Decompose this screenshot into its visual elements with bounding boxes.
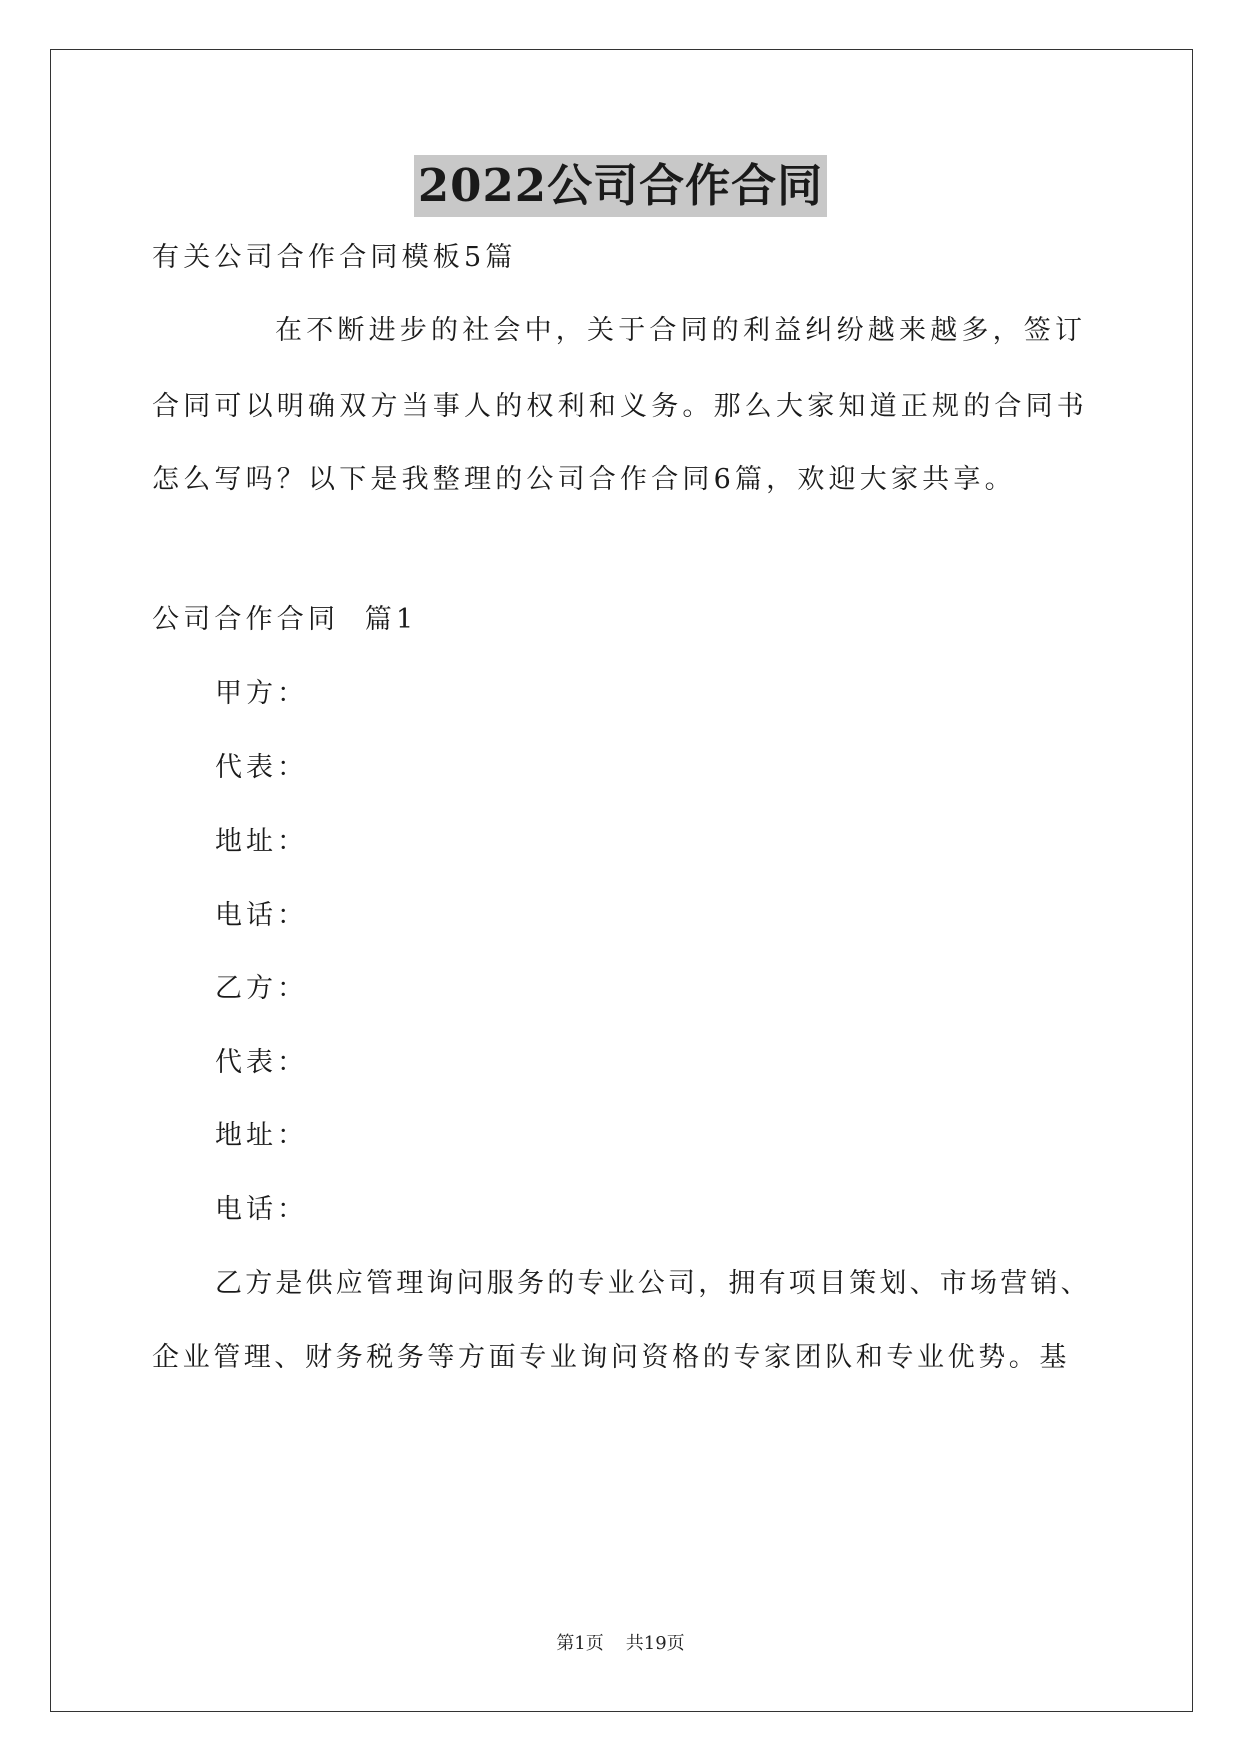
intro-line-3: 怎么写吗？以下是我整理的公司合作合同6篇，欢迎大家共享。 — [152, 464, 1016, 495]
party-a-representative-label: 代表： — [215, 752, 308, 783]
page-border — [50, 49, 1193, 1712]
body-line-2: 企业管理、财务税务等方面专业询问资格的专家团队和专业优势。基 — [152, 1342, 1070, 1373]
page-footer — [0, 1632, 1241, 1656]
page-total: 共19页 — [625, 1633, 685, 1654]
title-wrap — [0, 155, 1241, 217]
party-b-representative-label: 代表： — [215, 1047, 308, 1078]
intro-line-1: 在不断进步的社会中，关于合同的利益纠纷越来越多，签订 — [275, 315, 1087, 346]
party-a-label: 甲方： — [215, 678, 308, 709]
document-subtitle: 有关公司合作合同模板5篇 — [152, 242, 517, 273]
section-heading: 公司合作合同 篇1 — [152, 604, 418, 635]
party-b-label: 乙方： — [215, 973, 308, 1004]
party-a-address-label: 地址： — [215, 826, 308, 857]
intro-line-2: 合同可以明确双方当事人的权利和义务。那么大家知道正规的合同书 — [152, 391, 1088, 422]
page-number: 第1页 — [556, 1633, 604, 1654]
party-b-address-label: 地址： — [215, 1120, 308, 1151]
document-title: 2022公司合作合同 — [414, 155, 827, 217]
party-b-phone-label: 电话： — [215, 1194, 308, 1225]
party-a-phone-label: 电话： — [215, 900, 308, 931]
body-line-1: 乙方是供应管理询问服务的专业公司，拥有项目策划、市场营销、 — [215, 1268, 1091, 1299]
